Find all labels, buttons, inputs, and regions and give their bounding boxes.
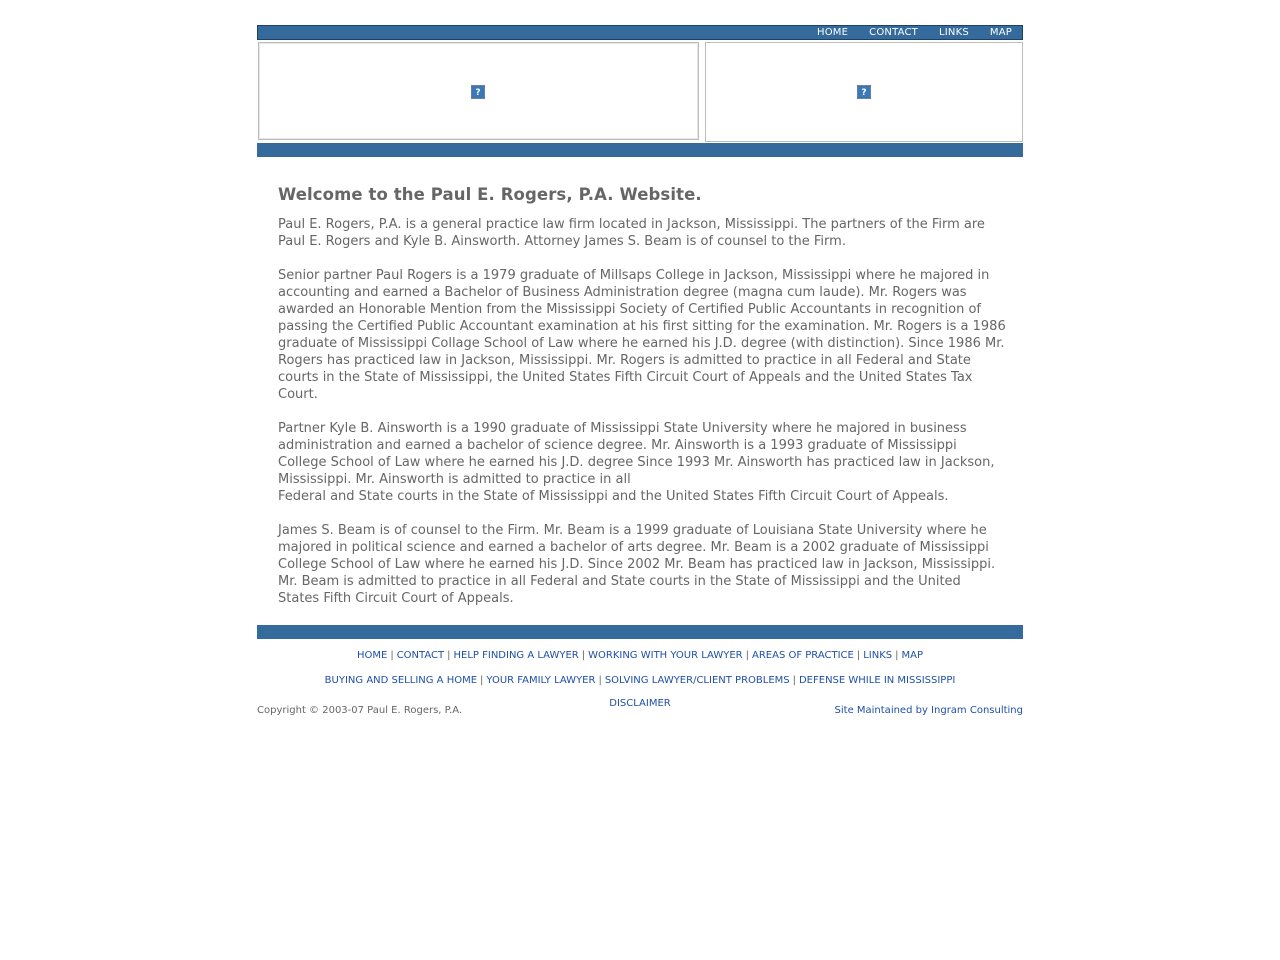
banner — [257, 41, 1023, 143]
beam-bio-paragraph: James S. Beam is of counsel to the Firm. Mr. Beam is a 1999 graduate of Louisiana State University where he majored in political science and earned a bachelor of arts degree. Mr. Beam is a 2002 graduate of Mississippi College School of Law where he earned his J.D. Since 2002 Mr. Beam has practiced law in Jackson, Mississippi. Mr. Beam is admitted to practice in all Federal and State courts in the State of Mississippi and the United States Fifth Circuit Court of Appeals. — [278, 523, 996, 606]
footer-buying-selling-home-link[interactable]: BUYING AND SELLING A HOME — [324, 675, 478, 686]
broken-image-icon: ? — [471, 85, 485, 99]
topnav-map-link[interactable]: MAP — [989, 27, 1012, 38]
footer-home-link[interactable]: HOME — [356, 650, 388, 661]
banner-image-left — [258, 42, 699, 140]
site-maintainer-link[interactable]: Site Maintained by Ingram Consulting — [834, 705, 1023, 716]
footer-map-link[interactable]: MAP — [901, 650, 924, 661]
footer-family-lawyer-link[interactable]: YOUR FAMILY LAWYER — [486, 675, 596, 686]
ainsworth-bio-text: Partner Kyle B. Ainsworth is a 1990 graduate of Mississippi State University where he majored in business administration and earned a bachelor of science degree. Mr. Ainsworth is a 1993 graduate of Mississippi College School of Law where he earned his J.D. degree Since 1993 Mr. Ainsworth has practiced law in Jackson, Mississippi. Mr. Ainsworth is admitted to practice in all — [278, 421, 995, 487]
ainsworth-bio-paragraph — [278, 420, 1006, 505]
footer-bottom — [257, 705, 1023, 719]
footer-areas-of-practice-link[interactable]: AREAS OF PRACTICE — [752, 650, 854, 661]
ainsworth-bio-text-cont: Federal and State courts in the State of Mississippi and the United States Fifth Circuit Court of Appeals. — [278, 489, 949, 504]
footer-working-with-lawyer-link[interactable]: WORKING WITH YOUR LAWYER — [588, 650, 743, 661]
footer-links-link[interactable]: LINKS — [863, 650, 893, 661]
footer-disclaimer-link[interactable]: DISCLAIMER — [609, 698, 671, 709]
banner-image-right — [705, 42, 1023, 142]
footer-nav-row-1: HOME | CONTACT | HELP FINDING A LAWYER | WORKING WITH YOUR LAWYER | AREAS OF PRACTICE | LINKS | MAP — [356, 650, 924, 661]
page-wrapper — [257, 25, 1023, 719]
footer-contact-link[interactable]: CONTACT — [396, 650, 445, 661]
footer-solving-problems-link[interactable]: SOLVING LAWYER/CLIENT PROBLEMS — [604, 675, 790, 686]
topnav-contact-link[interactable]: CONTACT — [869, 27, 918, 38]
main-content — [257, 157, 1023, 607]
divider-bar-top — [257, 143, 1023, 157]
topnav-links-link[interactable]: LINKS — [938, 27, 969, 38]
topnav-home-link[interactable]: HOME — [817, 27, 849, 38]
footer-help-finding-lawyer-link[interactable]: HELP FINDING A LAWYER — [453, 650, 579, 661]
footer-nav-row-2: BUYING AND SELLING A HOME | YOUR FAMILY LAWYER | SOLVING LAWYER/CLIENT PROBLEMS | DEFENSE WHILE IN MISSISSIPPI — [324, 675, 956, 686]
copyright-notice: Copyright © 2003-07 Paul E. Rogers, P.A. — [257, 705, 463, 716]
rogers-bio-paragraph: Senior partner Paul Rogers is a 1979 graduate of Millsaps College in Jackson, Mississippi where he majored in accounting and earned a Bachelor of Business Administration degree (magna cum laude). Mr. Rogers was awarded an Honorable Mention from the Mississippi Society of Certified Public Accountants in recognition of passing the Certified Public Accountant examination at his first sitting for the examination. Mr. Rogers is a 1986 graduate of Mississippi Collage School of Law where he earned his J.D. degree (with distinction). Since 1986 Mr. Rogers has practiced law in Jackson, Mississippi. Mr. Rogers is admitted to practice in all Federal and State courts in the State of Mississippi, the United States Fifth Circuit Court of Appeals and the United States Tax Court. — [278, 268, 1006, 402]
footer-defense-link[interactable]: DEFENSE WHILE IN MISSISSIPPI — [798, 675, 956, 686]
page-title: Welcome to the Paul E. Rogers, P.A. Website. — [278, 185, 702, 204]
top-navigation-bar — [257, 25, 1023, 40]
broken-image-icon: ? — [857, 85, 871, 99]
divider-bar-bottom — [257, 625, 1023, 639]
intro-paragraph: Paul E. Rogers, P.A. is a general practice law firm located in Jackson, Mississippi. The partners of the Firm are Paul E. Rogers and Kyle B. Ainsworth. Attorney James S. Beam is of counsel to the Firm. — [278, 217, 985, 249]
